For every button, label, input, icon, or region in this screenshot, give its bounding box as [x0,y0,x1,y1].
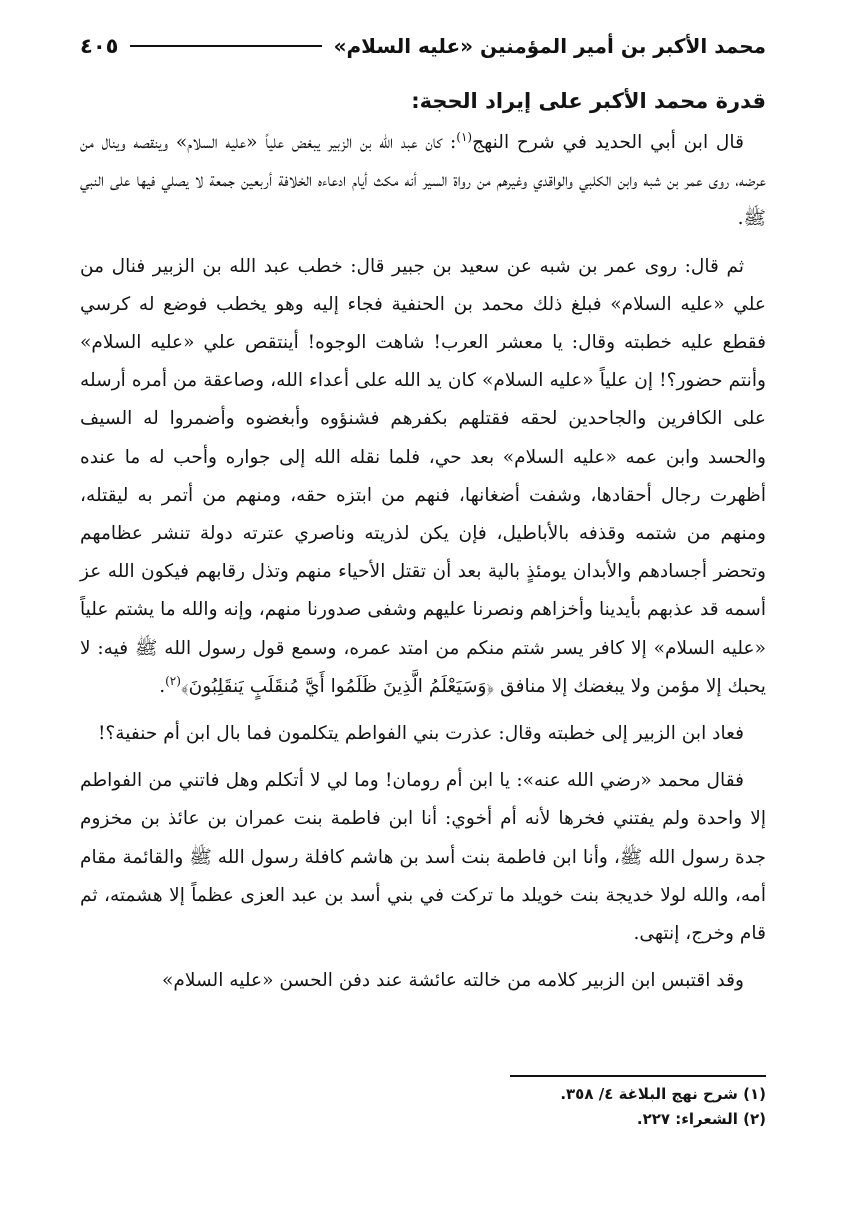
paragraph-text: فقال محمد «رضي الله عنه»: يا ابن أم رومان! وما لي لا أتكلم وهل فاتني من الفواطم إلا واحدة ولم يفتني فخرها لأنه أم أخوي: أنا ابن فاطمة بنت عمران بن عائذ بن مخزوم جدة رسول الله ﷺ، وأنا ابن فاطمة بنت أسد بن هاشم كافلة رسول الله ﷺ والقائمة مقام أمه، والله لولا خديجة بنت خويلد ما تركت في بني أسد بن عبد العزى عظماً إلا هشمته، ثم قام وخرج، إنتهى. [80,770,766,945]
paragraph-5 [80,962,766,1000]
footnote-rule [510,1075,766,1077]
footnote-ref-1[interactable]: (١) [456,129,473,144]
section-heading: قدرة محمد الأكبر على إيراد الحجة: [411,89,766,113]
page-number: ٤٠٥ [80,34,119,58]
paragraph-text: ثم قال: روى عمر بن شبه عن سعيد بن جبير قال: خطب عبد الله بن الزبير فنال من علي «عليه السلام» فبلغ ذلك محمد بن الحنفية فجاء إليه وهو يخطب فوضع له كرسي فقطع عليه خطبته وقال: يا معشر العرب! شاهت الوجوه! أينتقص علي «عليه السلام» وأنتم حضور؟! إن علياً «عليه السلام» كان يد الله على أعداء الله، وصاعقة من أمره أرسله على الكافرين والجاحدين لحقه فقتلهم بكفرهم فشنؤوه وأبغضوه وأضمروا له السيف والحسد وابن عمه «عليه السلام» بعد حي، فلما نقله الله إلى جواره وأحب له ما عنده أظهرت رجال أحقادها، وشفت أضغانها، فنهم من ابتزه حقه، ومنهم من أتمر به ليقتله، ومنهم من شتمه وقذفه بالأباطيل، فإن يكن لذريته وناصري عترته دولة تنشر عظامهم وتحضر أجسادهم والأبدان يومئذٍ بالية بعد أن تقتل الأحياء منهم وتذل رقابهم فيكون الله عز أسمه قد عذبهم بأيدينا وأخزاهم ونصرنا عليهم وشفى صدورنا منهم، وإنه والله ما يشتم علياً «عليه السلام» إلا كافر يسر شتم منكم من امتد عمره، وسمع قول رسول الله ﷺ فيه: لا يحبك إلا مؤمن ولا يبغضك إلا منافق ﴿وَسَيَعْلَمُ الَّذِينَ ظَلَمُوا أَيَّ مُنقَلَبٍ يَنقَلِبُونَ﴾ [80,255,766,697]
paragraph-text: . [159,675,166,697]
header-rule [130,45,321,47]
body-text [80,124,766,1000]
paragraph-3 [80,715,766,753]
footnote-2: (٢) الشعراء: ٢٢٧. [636,1110,766,1128]
footnotes [300,1082,766,1132]
paragraph-text: وقد اقتبس ابن الزبير كلامه من خالته عائشة عند دفن الحسن «عليه السلام» [161,970,744,992]
running-title: محمد الأكبر بن أمير المؤمنين «عليه السلام» [333,34,766,58]
paragraph-2 [80,248,766,706]
footnote-ref-2[interactable]: (٢) [165,673,181,688]
paragraph-text: قال ابن أبي الحديد في شرح النهج [472,132,744,153]
paragraph-text: فعاد ابن الزبير إلى خطبته وقال: عذرت بني الفواطم يتكلمون فما بال ابن أم حنفية؟! [97,723,744,745]
page-header [80,26,766,66]
footnote-1: (١) شرح نهج البلاغة ٤/ ٣٥٨. [560,1085,766,1103]
paragraph-text: : كان عبد الله بن الزبير يبغض علياً «عليه السلام» وينقصه وينال من عرضه، روى عمر بن شبه وابن الكلبي والواقدي وغيرهم من رواة السير أنه مكث أيام ادعاءه الخلافة أربعين جمعة لا يصلي فيها على النبي ﷺ. [80,132,766,230]
paragraph-4 [80,762,766,953]
paragraph-1 [80,124,766,239]
